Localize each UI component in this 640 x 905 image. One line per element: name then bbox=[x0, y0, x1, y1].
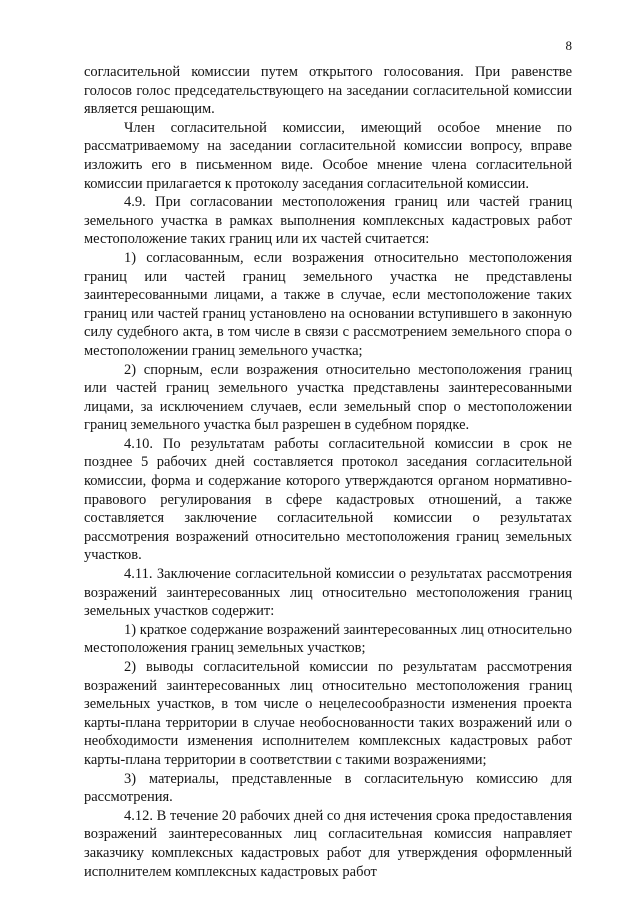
paragraph-2: Член согласительной комиссии, имеющий особое мнение по рассматриваемому на заседании согласительной комиссии вопросу, вправе изложить его в письменном виде. Особое мнение члена согласительной комиссии прилагается к протоколу заседания согласительной комиссии. bbox=[84, 119, 572, 192]
paragraph-4-11: 4.11. Заключение согласительной комиссии о результатах рассмотрения возражений заинтересованных лиц относительно местоположения границ земельных участков содержит: bbox=[84, 566, 572, 620]
paragraph-4-12: 4.12. В течение 20 рабочих дней со дня истечения срока предоставления возражений заинтересованных лиц согласительная комиссия направляет заказчику комплексных кадастровых работ для утверждения оформленный исполнителем комплексных кадастровых работ bbox=[84, 807, 572, 880]
paragraph-4-9: 4.9. При согласовании местоположения границ или частей границ земельного участка в рамках выполнения комплексных кадастровых работ местоположение таких границ или их частей считается: bbox=[84, 194, 572, 248]
page-number: 8 bbox=[565, 38, 572, 53]
document-body bbox=[84, 63, 572, 881]
paragraph-4-11-item-3: 3) материалы, представленные в согласительную комиссию для рассмотрения. bbox=[84, 770, 572, 806]
paragraph-4-11-item-2: 2) выводы согласительной комиссии по результатам рассмотрения возражений заинтересованных лиц относительно местоположения границ земельных участков, в том числе о нецелесообразности изменения проекта карты-плана территории в случае необоснованности таких возражений или о необходимости изменения исполнителем комплексных кадастровых работ карты-плана территории в соответствии с такими возражениями; bbox=[84, 659, 572, 768]
paragraph-4-11-item-1: 1) краткое содержание возражений заинтересованных лиц относительно местоположения границ земельных участков; bbox=[84, 621, 572, 657]
paragraph-1: согласительной комиссии путем открытого голосования. При равенстве голосов голос председательствующего на заседании согласительной комиссии является решающим. bbox=[84, 64, 572, 118]
paragraph-4-10: 4.10. По результатам работы согласительной комиссии в срок не позднее 5 рабочих дней составляется протокол заседания согласительной комиссии, форма и содержание которого утверждаются органом нормативно-правового регулирования в сфере кадастровых отношений, а также составляется заключение согласительной комиссии о результатах рассмотрения возражений относительно местоположения границ земельных участков. bbox=[84, 435, 572, 564]
paragraph-4-9-item-1: 1) согласованным, если возражения относительно местоположения границ или частей границ земельного участка не представлены заинтересованными лицами, а также в случае, если местоположение таких границ или частей границ установлено на основании вступившего в законную силу судебного акта, в том числе в связи с рассмотрением земельного спора о местоположении границ земельного участка; bbox=[84, 249, 572, 359]
paragraph-4-9-item-2: 2) спорным, если возражения относительно местоположения границ или частей границ земельного участка представлены заинтересованными лицами, за исключением случаев, если земельный спор о местоположении границ земельного участка был разрешен в судебном порядке. bbox=[84, 361, 572, 434]
